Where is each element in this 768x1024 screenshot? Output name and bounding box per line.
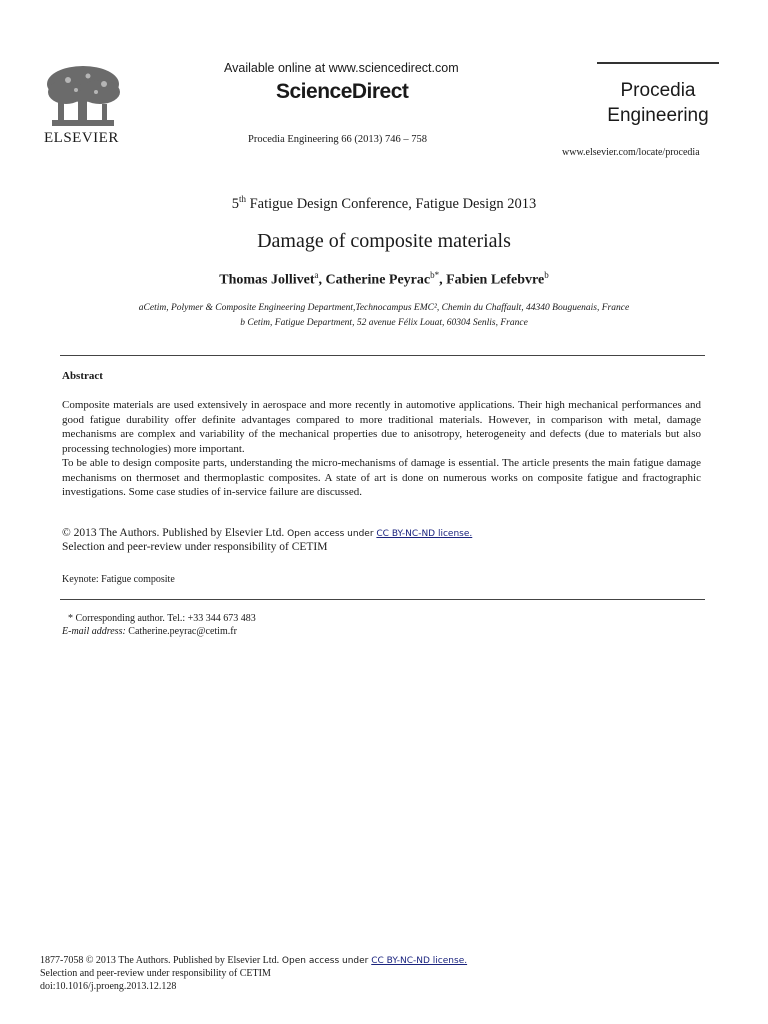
paper-title: Damage of composite materials	[257, 230, 511, 252]
email-line	[62, 626, 237, 637]
affiliation-b: b Cetim, Fatigue Department, 52 avenue Félix Louat, 60304 Senlis, France	[240, 318, 528, 328]
divider	[60, 599, 705, 600]
author-separator: ,	[318, 272, 326, 288]
footer-license-link[interactable]: CC BY-NC-ND license.	[371, 956, 468, 966]
copyright-line	[62, 527, 472, 539]
abstract-body	[62, 398, 701, 500]
email-address[interactable]: Catherine.peyrac@cetim.fr	[125, 626, 237, 637]
journal-rule	[597, 62, 719, 64]
abstract-heading: Abstract	[62, 370, 103, 382]
publisher-name: ELSEVIER	[44, 130, 119, 146]
journal-title	[597, 78, 719, 128]
author-affiliation: b	[544, 270, 549, 280]
available-online: Available online at www.sciencedirect.com	[224, 61, 459, 75]
footer-open-access: Open access under	[279, 956, 372, 966]
keywords: Keynote: Fatigue composite	[62, 574, 175, 585]
footer-issn-line	[40, 955, 467, 966]
footer-copyright: 1877-7058 © 2013 The Authors. Published by Elsevier Ltd.	[40, 955, 280, 966]
abstract-paragraph: To be able to design composite parts, understanding the micro-mechanisms of damage is essential. The article presents the main fatigue damage mechanisms on thermoset and thermoplastic composites. A state of art is done on numerous works on composite fatigue and fractographic investigations. Some case studies of in-service failure are discussed.	[62, 457, 701, 498]
journal-url[interactable]: www.elsevier.com/locate/procedia	[562, 147, 700, 158]
conference-prefix: 5	[231, 195, 239, 212]
conference-name	[0, 194, 768, 213]
author-name: Fabien Lefebvre	[446, 272, 545, 288]
footer-doi[interactable]: doi:10.1016/j.proeng.2013.12.128	[40, 981, 177, 992]
journal-title-line1: Procedia	[620, 80, 696, 101]
author-name: Catherine Peyrac	[325, 272, 431, 288]
license-link[interactable]: CC BY-NC-ND license.	[376, 529, 473, 539]
author-list	[0, 270, 768, 289]
peer-review-line: Selection and peer-review under responsibility of CETIM	[62, 541, 328, 553]
author-separator: ,	[439, 272, 447, 288]
conference-rest: Fatigue Design Conference, Fatigue Design 2013	[245, 195, 537, 212]
email-label: E-mail address:	[62, 626, 126, 637]
author-affiliation: b*	[430, 270, 440, 280]
affiliation-a: aCetim, Polymer & Composite Engineering Department,Technocampus EMC², Chemin du Chaffault, 44340 Bouguenais, France	[138, 303, 630, 313]
copyright-text: © 2013 The Authors. Published by Elsevier Ltd.	[62, 527, 285, 539]
corresponding-author: * Corresponding author. Tel.: +33 344 673 483	[68, 613, 256, 624]
open-access-text: Open access under	[284, 529, 377, 539]
author-affiliation: a	[314, 270, 319, 280]
journal-title-line2: Engineering	[607, 105, 709, 126]
divider	[60, 355, 705, 356]
footer-peer-review: Selection and peer-review under responsibility of CETIM	[40, 968, 271, 979]
sciencedirect-logo: ScienceDirect	[276, 80, 409, 103]
conference-sup: th	[238, 194, 246, 204]
journal-citation: Procedia Engineering 66 (2013) 746 – 758	[248, 134, 428, 145]
author-name: Thomas Jollivet	[219, 272, 315, 288]
abstract-paragraph: Composite materials are used extensively in aerospace and more recently in automotive applications. Their high mechanical performances and good fatigue durability offer definite advantages compared to more traditional materials. However, in comparison with metal, damage mechanisms are complex and variability of the mechanical properties due to anisotropy, heterogeneity and defects (due to materials but also processing technologies) more important.	[62, 399, 701, 455]
